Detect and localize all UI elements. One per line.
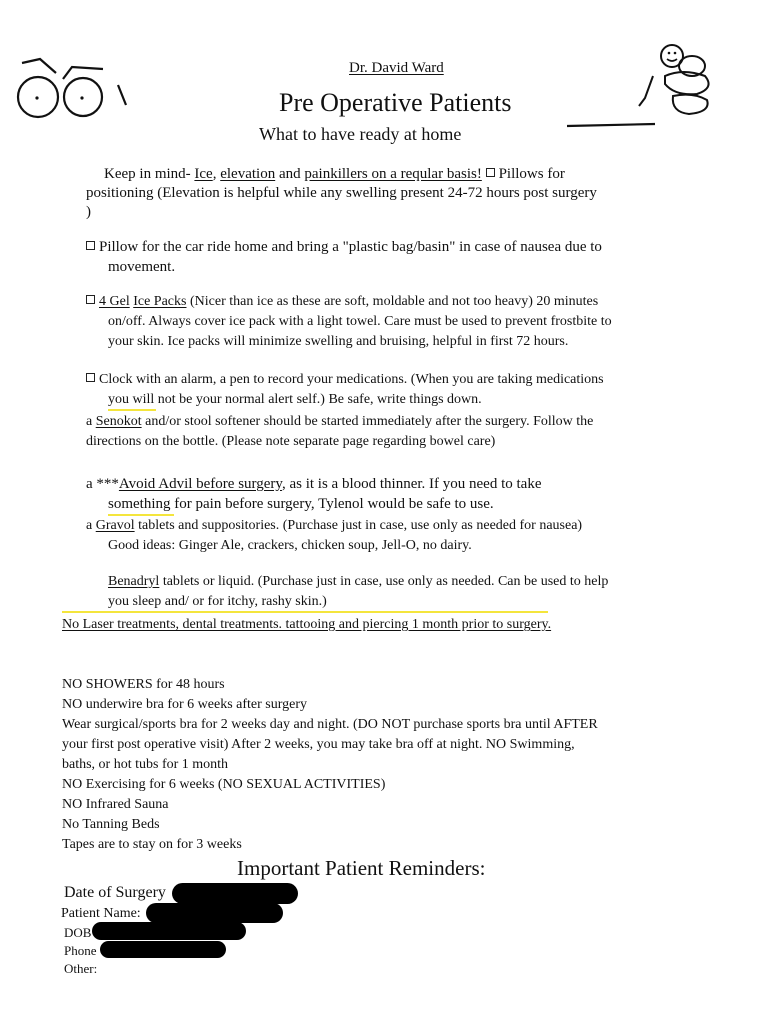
clock-line-1: Clock with an alarm, a pen to record your medications. (When you are taking medications [86, 370, 604, 390]
redaction-bar [146, 903, 283, 923]
checkbox-icon [86, 373, 95, 382]
restriction-item: NO Exercising for 6 weeks (NO SEXUAL ACTIVITIES) [62, 777, 386, 792]
car-ride-line-2: movement. [108, 259, 176, 275]
intro-line-2: positioning (Elevation is helpful while any swelling present 24-72 hours post surgery [86, 185, 597, 201]
checkbox-icon [486, 168, 495, 177]
redaction-bar [172, 883, 298, 904]
restriction-item: No Tanning Beds [62, 817, 160, 832]
restriction-item: Wear surgical/sports bra for 2 weeks day and night. (DO NOT purchase sports bra until AFTER [62, 717, 598, 732]
restriction-item: NO SHOWERS for 48 hours [62, 677, 225, 692]
checkbox-icon [86, 295, 95, 304]
highlight-mark [62, 611, 548, 613]
car-ride-line-1: Pillow for the car ride home and bring a "plastic bag/basin" in case of nausea due to [86, 237, 602, 257]
other-label: Other: [64, 961, 98, 976]
patient-name-label: Patient Name: [61, 906, 141, 921]
gravol-line-2: Good ideas: Ginger Ale, crackers, chicken soup, Jell-O, no dairy. [108, 538, 472, 553]
ice-packs-line-2: on/off. Always cover ice pack with a light towel. Care must be used to prevent frostbite to [108, 314, 612, 329]
smiling-figure-doodle-icon [565, 40, 725, 135]
restriction-item: NO Infrared Sauna [62, 797, 169, 812]
highlight-mark [108, 409, 156, 411]
no-laser-line: No Laser treatments, dental treatments. tattooing and piercing 1 month prior to surgery. [62, 617, 552, 632]
surgery-date-label: Date of Surgery [64, 884, 166, 901]
ice-packs-line-3: your skin. Ice packs will minimize swelling and bruising, helpful in first 72 hours. [108, 334, 569, 349]
advil-line-2: something for pain before surgery, Tylenol would be safe to use. [108, 496, 494, 512]
page-title: Pre Operative Patients [279, 88, 512, 117]
ice-packs-line-1: 4 Gel Ice Packs (Nicer than ice as these are soft, moldable and not too heavy) 20 minutes [86, 292, 598, 312]
gravol-line-1: a Gravol tablets and suppositories. (Purchase just in case, use only as needed for nausea) [86, 518, 583, 533]
senokot-line-1: a Senokot and/or stool softener should be started immediately after the surgery. Follow the [86, 414, 594, 429]
benadryl-line-2: you sleep and/ or for itchy, rashy skin.) [108, 594, 327, 609]
redaction-bar [100, 941, 226, 958]
advil-line-1: a ***Avoid Advil before surgery, as it is a blood thinner. If you need to take [86, 476, 542, 492]
intro-line-1: Keep in mind- Ice, elevation and painkillers on a reqular basis! Pillows for [104, 166, 565, 182]
clock-line-2: you will not be your normal alert self.) Be safe, write things down. [108, 392, 482, 407]
reminders-heading: Important Patient Reminders: [237, 856, 486, 880]
redaction-bar [92, 922, 246, 940]
senokot-line-2: directions on the bottle. (Please note separate page regarding bowel care) [86, 434, 496, 449]
page-subtitle: What to have ready at home [259, 124, 462, 144]
intro-line-3: ) [86, 204, 91, 220]
checkbox-icon [86, 241, 95, 250]
phone-label: Phone [64, 943, 97, 958]
restriction-item: your first post operative visit) After 2 weeks, you may take bra off at night. NO Swimming, [62, 737, 575, 752]
benadryl-line-1: Benadryl tablets or liquid. (Purchase just in case, use only as needed. Can be used to help [108, 574, 609, 589]
dob-label: DOB [64, 925, 92, 940]
restriction-item: baths, or hot tubs for 1 month [62, 757, 229, 772]
doctor-name: Dr. David Ward [349, 60, 444, 76]
bicycle-doodle-icon [10, 55, 130, 130]
restriction-item: NO underwire bra for 6 weeks after surgery [62, 697, 308, 712]
restriction-item: Tapes are to stay on for 3 weeks [62, 837, 242, 852]
